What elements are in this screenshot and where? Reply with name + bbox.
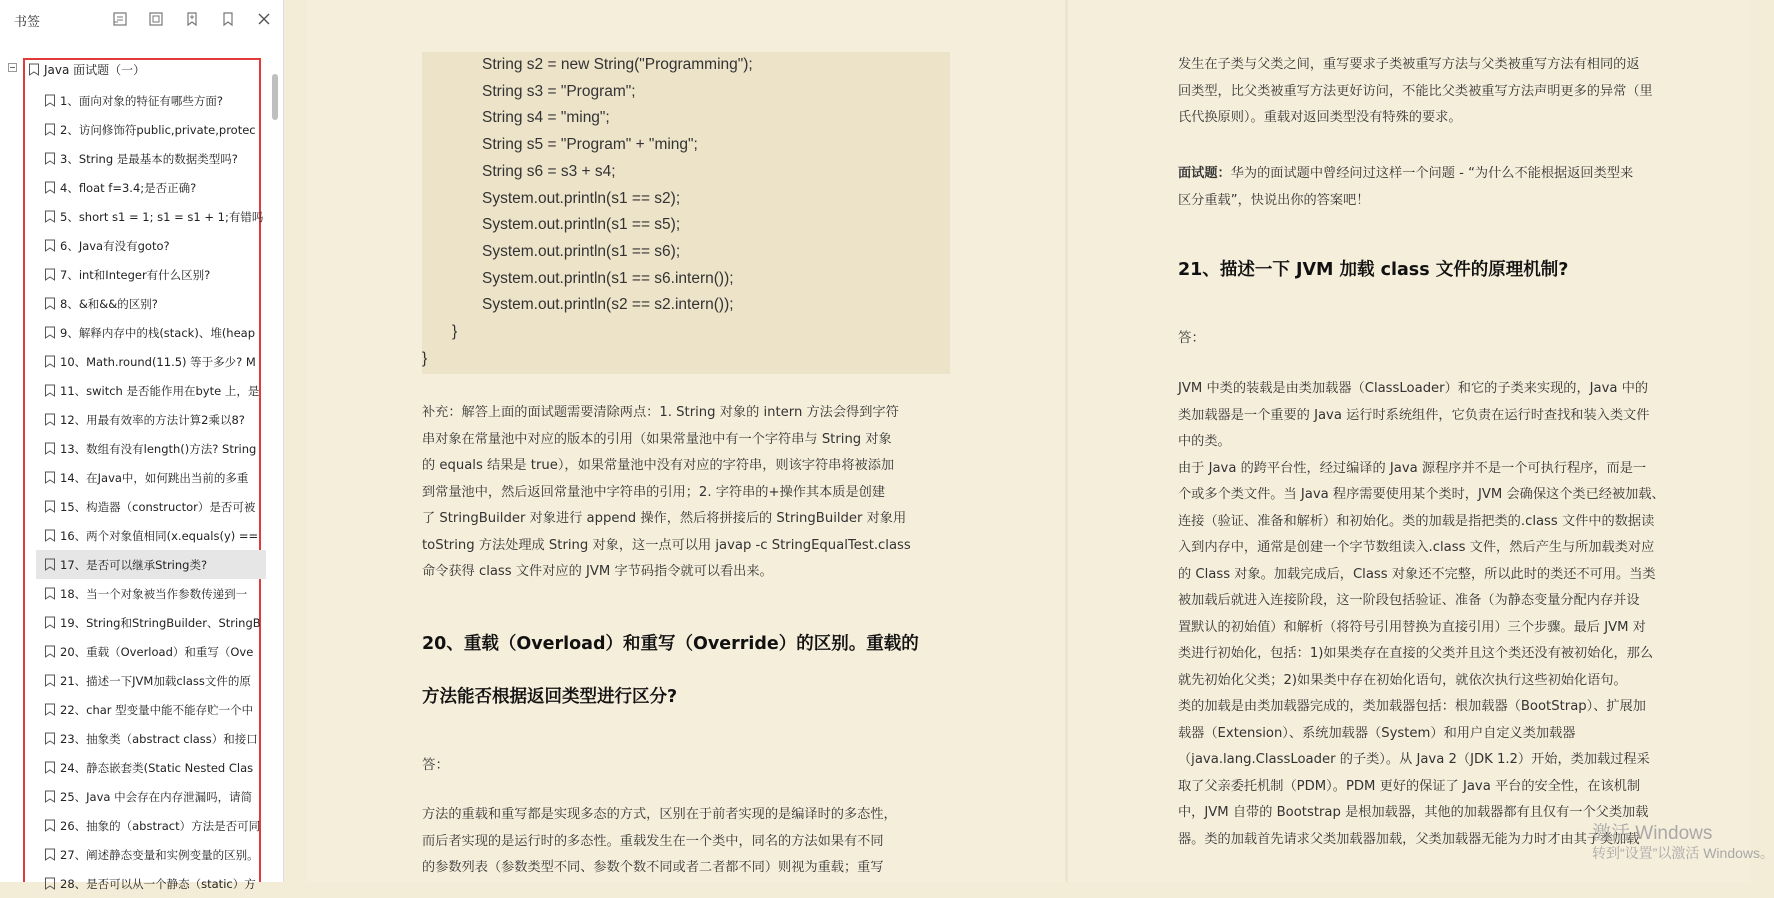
bookmark-item[interactable] [36, 260, 266, 289]
bookmark-item-label: 12、用最有效率的方法计算2乘以8? [60, 412, 245, 427]
bookmark-item[interactable] [36, 405, 266, 434]
bookmark-item-label: 27、阐述静态变量和实例变量的区别。 [60, 847, 259, 862]
jvm-paragraph [1178, 376, 1665, 853]
answer-line: 方法的重载和重写都是实现多态的方式，区别在于前者实现的是编译时的多态性， [422, 807, 897, 822]
override-line: 回类型，比父类被重写方法更好访问，不能比父类被重写方法声明更多的异常（里 [1178, 83, 1653, 99]
bookmark-item[interactable] [36, 318, 266, 347]
scrollbar[interactable] [271, 58, 279, 882]
bookmark-item[interactable] [36, 666, 266, 695]
section-heading-20-line2: 方法能否根据返回类型进行区分? [422, 687, 678, 707]
bookmark-item[interactable] [36, 869, 266, 898]
bookmark-icon [44, 703, 56, 716]
override-paragraph [1178, 52, 1653, 132]
bookmark-item[interactable] [36, 115, 266, 144]
bookmark-item-label: 20、重载（Overload）和重写（Ove [60, 644, 254, 659]
bookmark-icon [44, 587, 56, 600]
bookmark-item[interactable] [36, 753, 266, 782]
interview-text-line1: 华为的面试题中曾经问过这样一个问题 - “为什么不能根据返回类型来 [1230, 166, 1634, 181]
add-bookmark-icon[interactable] [180, 8, 204, 30]
code-line: String s3 = "Program"; [482, 82, 636, 100]
bookmark-item-label: 5、short s1 = 1; s1 = s1 + 1;有错吗 [60, 209, 264, 224]
jvm-line: 置默认的初始值）和解析（将符号引用替换为直接引用）三个步骤。最后 JVM 对 [1178, 619, 1646, 635]
bookmark-icon [44, 616, 56, 629]
bookmark-item[interactable] [36, 782, 266, 811]
bookmark-item[interactable] [36, 173, 266, 202]
answer-line: 的参数列表（参数类型不同、参数个数不同或者二者都不同）则视为重载；重写 [422, 860, 884, 875]
bookmark-item[interactable] [36, 579, 266, 608]
code-line: } [452, 323, 458, 340]
supplement-line: 到常量池中，然后返回常量池中字符串的引用；2. 字符串的+操作其本质是创建 [422, 484, 886, 500]
section-heading-20-line1: 20、重载（Overload）和重写（Override）的区别。重载的 [422, 634, 919, 654]
bookmark-item-label: 14、在Java中，如何跳出当前的多重 [60, 470, 249, 485]
bookmarks-toolbar [108, 8, 276, 30]
bookmark-item-label: 23、抽象类（abstract class）和接口 [60, 731, 258, 746]
supplement-line: 补充：解答上面的面试题需要清除两点：1. String 对象的 intern 方法会得到字符 [422, 405, 899, 420]
supplement-line: toString 方法处理成 String 对象，这一点可以用 javap -c StringEqualTest.class [422, 537, 911, 553]
section-heading-21: 21、描述一下 JVM 加载 class 文件的原理机制? [1178, 260, 1569, 280]
bookmark-item[interactable] [36, 144, 266, 173]
collapse-all-icon[interactable] [144, 8, 168, 30]
bookmark-icon [44, 732, 56, 745]
jvm-line: 中的类。 [1178, 434, 1231, 449]
bookmark-item-label: 18、当一个对象被当作参数传递到一 [60, 586, 248, 601]
supplement-line: 命令获得 class 文件对应的 JVM 字节码指令就可以看出来。 [422, 564, 773, 579]
activation-watermark-subtitle: 转到“设置”以激活 Windows。 [1592, 845, 1774, 861]
bookmark-item[interactable] [36, 840, 266, 869]
scroll-thumb[interactable] [272, 74, 278, 120]
code-line: System.out.println(s1 == s6.intern()); [482, 269, 734, 287]
bookmark-icon [44, 529, 56, 542]
expand-all-icon[interactable] [108, 8, 132, 30]
jvm-line: 入到内存中，通常是创建一个字节数组读入.class 文件，然后产生与所加载类对应 [1178, 540, 1655, 555]
jvm-line: 载器（Extension）、系统加载器（System）和用户自定义类加载器 [1178, 725, 1576, 741]
bookmark-item-label: 21、描述一下JVM加载class文件的原 [60, 673, 251, 688]
bookmark-item-label: 1、面向对象的特征有哪些方面? [60, 93, 223, 108]
answer-label-20: 答： [422, 757, 449, 773]
code-line: String s5 = "Program" + "ming"; [482, 136, 698, 154]
answer-paragraph-20 [422, 802, 897, 882]
jvm-line: 器。类的加载首先请求父类加载器加载，父类加载器无能为力时才由其子类加载 [1178, 831, 1640, 847]
jvm-line: 的 Class 对象。加载完成后，Class 对象还不完整，所以此时的类还不可用。当类 [1178, 566, 1656, 582]
code-line: System.out.println(s2 == s2.intern()); [482, 296, 734, 314]
bookmark-icon [44, 210, 56, 223]
interview-text-line2: 区分重载”，快说出你的答案吧！ [1178, 192, 1370, 208]
supplement-line: 的 equals 结果是 true），如果常量池中没有对应的字符串，则该字符串将被添加 [422, 458, 895, 473]
supplement-line: 了 StringBuilder 对象进行 append 操作，然后将拼接后的 StringBuilder 对象用 [422, 511, 907, 526]
bookmark-item-label: 16、两个对象值相同(x.equals(y) == [60, 528, 259, 543]
bookmark-item-label: 15、构造器（constructor）是否可被 [60, 499, 256, 514]
bookmark-icon [44, 297, 56, 310]
bookmark-icon [44, 94, 56, 107]
bookmark-item-label: 13、数组有没有length()方法? String [60, 441, 257, 456]
bookmark-item[interactable] [36, 463, 266, 492]
answer-line: 而后者实现的是运行时的多态性。重载发生在一个类中，同名的方法如果有不同 [422, 833, 884, 849]
bookmark-item[interactable] [36, 608, 266, 637]
bookmark-icon [44, 877, 56, 890]
bookmark-item-label: 24、静态嵌套类(Static Nested Clas [60, 760, 254, 775]
activation-watermark-title: 激活 Windows [1592, 823, 1713, 844]
bookmark-icon [44, 413, 56, 426]
bookmark-item-label: 22、char 型变量中能不能存贮一个中 [60, 702, 254, 717]
jvm-line: 类进行初始化，包括：1)如果类存在直接的父类并且这个类还没有被初始化，那么 [1178, 646, 1654, 661]
bookmark-icon [44, 558, 56, 571]
bookmark-list [36, 86, 266, 898]
jvm-line: 中，JVM 自带的 Bootstrap 是根加载器，其他的加载器都有且仅有一个父类加载 [1178, 805, 1649, 820]
bookmark-item-label: 11、switch 是否能作用在byte 上，是 [60, 383, 260, 398]
bookmark-item-label: 26、抽象的（abstract）方法是否可同 [60, 818, 261, 833]
bookmark-item[interactable] [36, 231, 266, 260]
code-line: } [422, 349, 428, 367]
bookmark-icon [44, 268, 56, 281]
bookmark-item-label: 10、Math.round(11.5) 等于多少? M [60, 354, 256, 369]
bookmark-icon [44, 761, 56, 774]
interview-question [1178, 161, 1633, 214]
jvm-line: 类的加载是由类加载器完成的，类加载器包括：根加载器（BootStrap）、扩展加 [1178, 699, 1646, 714]
code-line: String s6 = s3 + s4; [482, 162, 616, 180]
bookmark-icon [44, 239, 56, 252]
jvm-line: 个或多个类文件。当 Java 程序需要使用某个类时，JVM 会确保这个类已经被加载、 [1178, 487, 1665, 502]
bookmark-icon [44, 819, 56, 832]
bookmark-item[interactable] [36, 724, 266, 753]
bookmarks-header [0, 0, 284, 38]
bookmark-item-label: 7、int和Integer有什么区别? [60, 267, 211, 282]
bookmarks-title: 书签 [14, 15, 41, 30]
bookmark-icon [44, 326, 56, 339]
bookmark-icon [44, 355, 56, 368]
jvm-line: （java.lang.ClassLoader 的子类）。从 Java 2（JDK 1.2）开始，类加载过程采 [1178, 752, 1650, 767]
bookmark-item-label: 19、String和StringBuilder、StringB [60, 615, 261, 630]
bookmark-icon [44, 384, 56, 397]
bookmark-icon [44, 442, 56, 455]
jvm-line: 取了父亲委托机制（PDM）。PDM 更好的保证了 Java 平台的安全性，在该机制 [1178, 778, 1641, 794]
bookmark-icon [44, 500, 56, 513]
bookmark-item[interactable] [36, 811, 266, 840]
bookmark-item-label: 17、是否可以继承String类? [60, 557, 208, 572]
bookmark-icon [44, 848, 56, 861]
bookmark-icon [44, 471, 56, 484]
bookmark-root-label: Java 面试题（一） [44, 62, 146, 77]
jvm-line: 被加载后就进入连接阶段，这一阶段包括验证、准备（为静态变量分配内存并设 [1178, 593, 1640, 608]
bookmark-icon [44, 674, 56, 687]
supplement-paragraph [422, 400, 911, 586]
bookmark-item-label: 28、是否可以从一个静态（static）方 [60, 876, 256, 891]
bookmark-item[interactable] [36, 521, 266, 550]
override-line: 氏代换原则）。重载对返回类型没有特殊的要求。 [1178, 110, 1462, 125]
bookmark-icon [44, 645, 56, 658]
bookmark-icon [44, 152, 56, 165]
jvm-line: 类加载器是一个重要的 Java 运行时系统组件，它负责在运行时查找和装入类文件 [1178, 407, 1650, 423]
bookmark-item[interactable] [36, 347, 266, 376]
bookmark-icon [44, 123, 56, 136]
code-line: String s2 = new String("Programming"); [482, 56, 753, 73]
code-line: System.out.println(s1 == s2); [482, 189, 681, 207]
bookmark-item-label: 9、解释内存中的栈(stack)、堆(heap [60, 325, 256, 340]
code-line: String s4 = "ming"; [482, 109, 610, 127]
supplement-line: 串对象在常量池中对应的版本的引用（如果常量池中有一个字符串与 String 对象 [422, 431, 892, 447]
bookmark-icon [44, 790, 56, 803]
jvm-line: 连接（验证、准备和解析）和初始化。类的加载是指把类的.class 文件中的数据读 [1178, 513, 1655, 529]
bookmark-item-label: 4、float f=3.4;是否正确? [60, 180, 197, 195]
code-line: System.out.println(s1 == s5); [482, 216, 681, 234]
bookmark-item-label: 3、String 是最基本的数据类型吗? [60, 151, 238, 166]
bookmark-item[interactable] [36, 695, 266, 724]
bookmarks-panel [0, 0, 284, 891]
collapse-toggle-icon[interactable] [8, 63, 17, 72]
bookmark-item[interactable] [36, 86, 266, 115]
close-icon[interactable] [252, 8, 276, 30]
override-line: 发生在子类与父类之间，重写要求子类被重写方法与父类被重写方法有相同的返 [1178, 57, 1640, 72]
bookmark-item[interactable] [36, 376, 266, 405]
bookmark-item[interactable] [36, 492, 266, 521]
bookmark-item-label: 6、Java有没有goto? [60, 238, 170, 253]
bookmark-item[interactable] [36, 434, 266, 463]
interview-label: 面试题： [1178, 166, 1231, 181]
bookmark-item-label: 25、Java 中会存在内存泄漏吗，请简 [60, 789, 253, 804]
bookmark-item[interactable] [36, 202, 266, 231]
jvm-line: JVM 中类的装载是由类加载器（ClassLoader）和它的子类来实现的，Java 中的 [1178, 381, 1649, 396]
jvm-line: 就先初始化父类；2)如果类中存在初始化语句，就依次执行这些初始化语句。 [1178, 672, 1627, 688]
bookmark-item[interactable] [36, 637, 266, 666]
code-line: System.out.println(s1 == s6); [482, 242, 681, 260]
bookmark-item[interactable] [36, 289, 266, 318]
bookmark-item-label: 2、访问修饰符public,private,protec [60, 122, 256, 137]
bookmark-icon[interactable] [216, 8, 240, 30]
bookmark-icon [44, 181, 56, 194]
answer-label-21: 答： [1178, 330, 1205, 346]
jvm-line: 由于 Java 的跨平台性，经过编译的 Java 源程序并不是一个可执行程序，而是一 [1178, 460, 1647, 476]
bookmark-item-label: 8、&和&&的区别? [60, 296, 158, 311]
bookmark-item[interactable] [36, 550, 266, 579]
